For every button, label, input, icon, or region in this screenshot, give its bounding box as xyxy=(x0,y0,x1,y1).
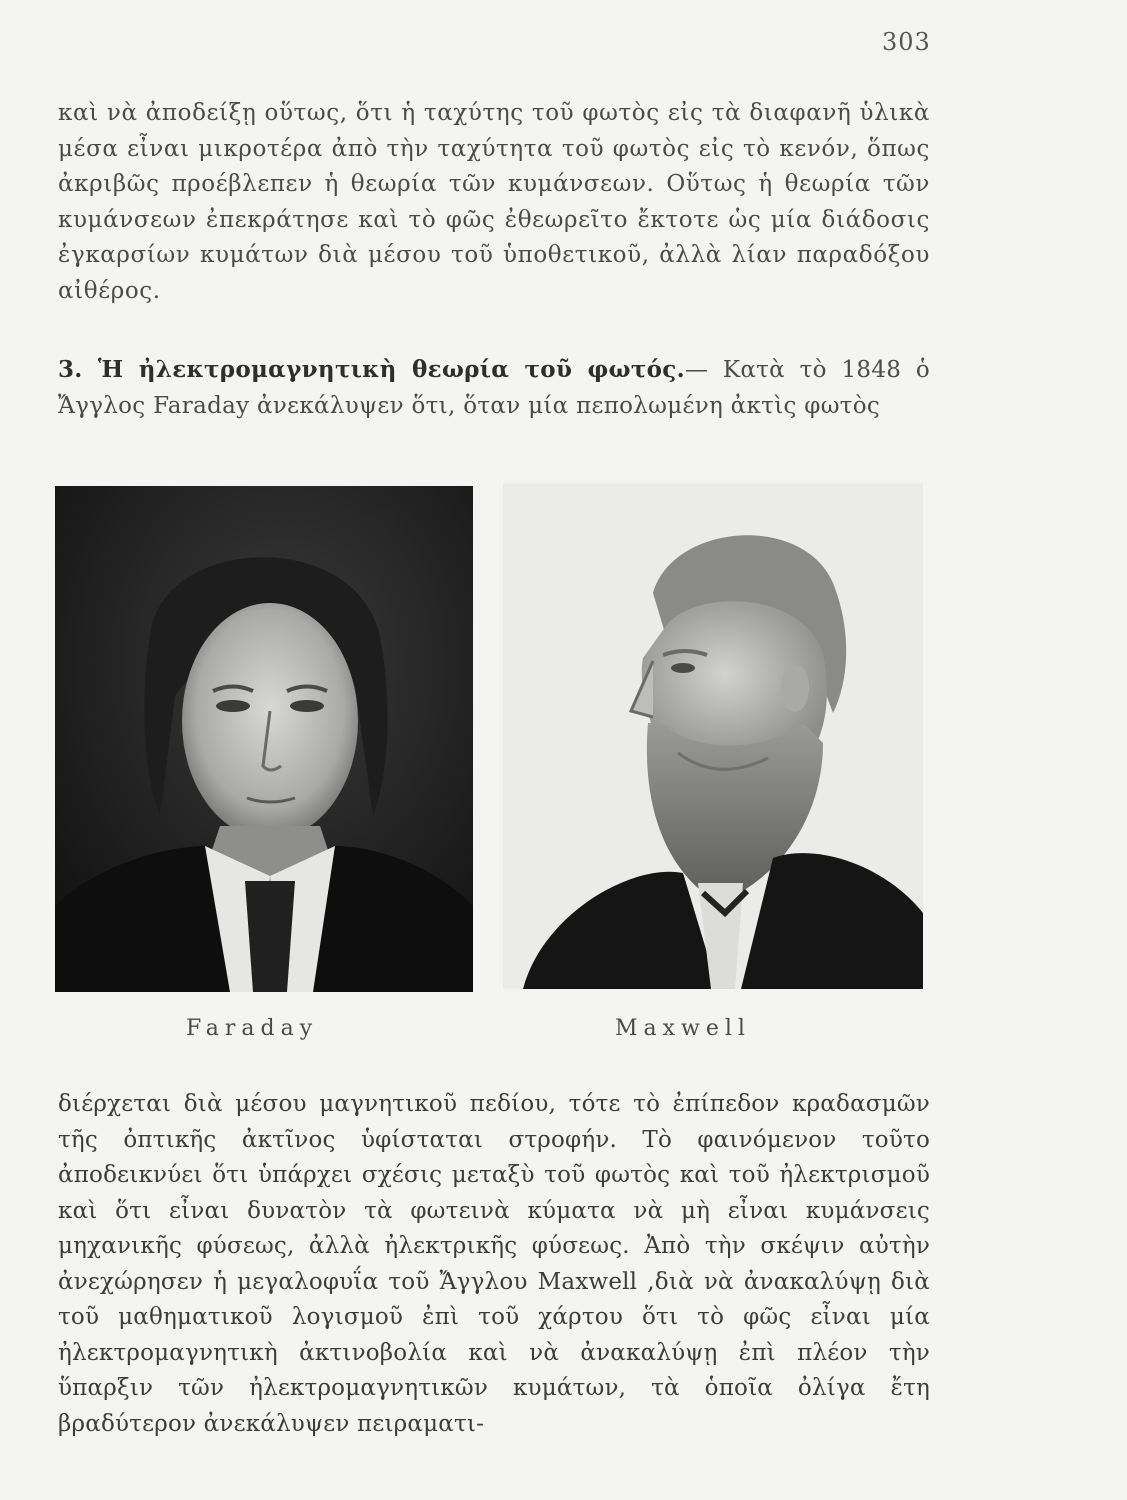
paragraph-continuation: διέρχεται διὰ μέσου μαγνητικοῦ πεδίου, τότε τὸ ἐπίπεδον κραδασμῶν τῆς ὀπτικῆς ἀκτῖνος ὑφίσταται στροφήν. Τὸ φαινόμενον τοῦτο ἀποδεικνύει ὅτι ὑπάρχει σχέσις μεταξὺ τοῦ φωτὸς καὶ τοῦ ἠλεκτρισμοῦ καὶ ὅτι εἶναι δυνατὸν τὰ φωτεινὰ κύματα νὰ μὴ εἶναι κυμάνσεις μηχανικῆς φύσεως, ἀλλὰ ἠλεκτρικῆς φύσεως. Ἀπὸ τὴν σκέψιν αὐτὴν ἀνεχώρησεν ἡ μεγαλοφυΐα τοῦ Ἄγγλου Maxwell ,διὰ νὰ ἀνακαλύψῃ διὰ τοῦ μαθηματικοῦ λογισμοῦ ἐπὶ τοῦ χάρτου ὅτι τὸ φῶς εἶναι μία ἠλεκτρομαγνητικὴ ἀκτινοβολία καὶ νὰ ἀνακαλύψῃ ἐπὶ πλέον τὴν ὕπαρξιν τῶν ἠλεκτρομαγνητικῶν κυμάτων, τὰ ὁποῖα ὀλίγα ἔτη βραδύτερον ἀνεκάλυψεν πειραματι- xyxy=(58,1091,930,1437)
faraday-portrait-image xyxy=(55,486,473,992)
paragraph-section-3 xyxy=(58,352,930,424)
section-heading: 3. Ἡ ἠλεκτρομαγνητικὴ θεωρία τοῦ φωτός. xyxy=(58,356,685,383)
maxwell-portrait-image xyxy=(503,483,923,989)
faraday-caption: Faraday xyxy=(186,1016,319,1041)
maxwell-portrait xyxy=(503,483,923,989)
paragraph-section-3-text: — Κατὰ τὸ 1848 ὁ Ἄγγλος Faraday ἀνεκάλυψεν ὅτι, ὅταν μία πεπολωμένη ἀκτὶς φωτὸς xyxy=(58,357,930,419)
faraday-portrait xyxy=(55,486,473,992)
page-number: 303 xyxy=(882,28,931,56)
maxwell-caption: Maxwell xyxy=(615,1016,751,1041)
paragraph-intro: καὶ νὰ ἀποδείξῃ οὕτως, ὅτι ἡ ταχύτης τοῦ φωτὸς εἰς τὰ διαφανῆ ὑλικὰ μέσα εἶναι μικροτέρα ἀπὸ τὴν ταχύτητα τοῦ φωτὸς εἰς τὸ κενόν, ὅπως ἀκριβῶς προέβλεπεν ἡ θεωρία τῶν κυμάνσεων. Οὕτως ἡ θεωρία τῶν κυμάνσεων ἐπεκράτησε καὶ τὸ φῶς ἐθεωρεῖτο ἔκτοτε ὡς μία διάδοσις ἐγκαρσίων κυμάτων διὰ μέσου τοῦ ὑποθετικοῦ, ἀλλὰ λίαν παραδόξου αἰθέρος. xyxy=(58,100,930,304)
